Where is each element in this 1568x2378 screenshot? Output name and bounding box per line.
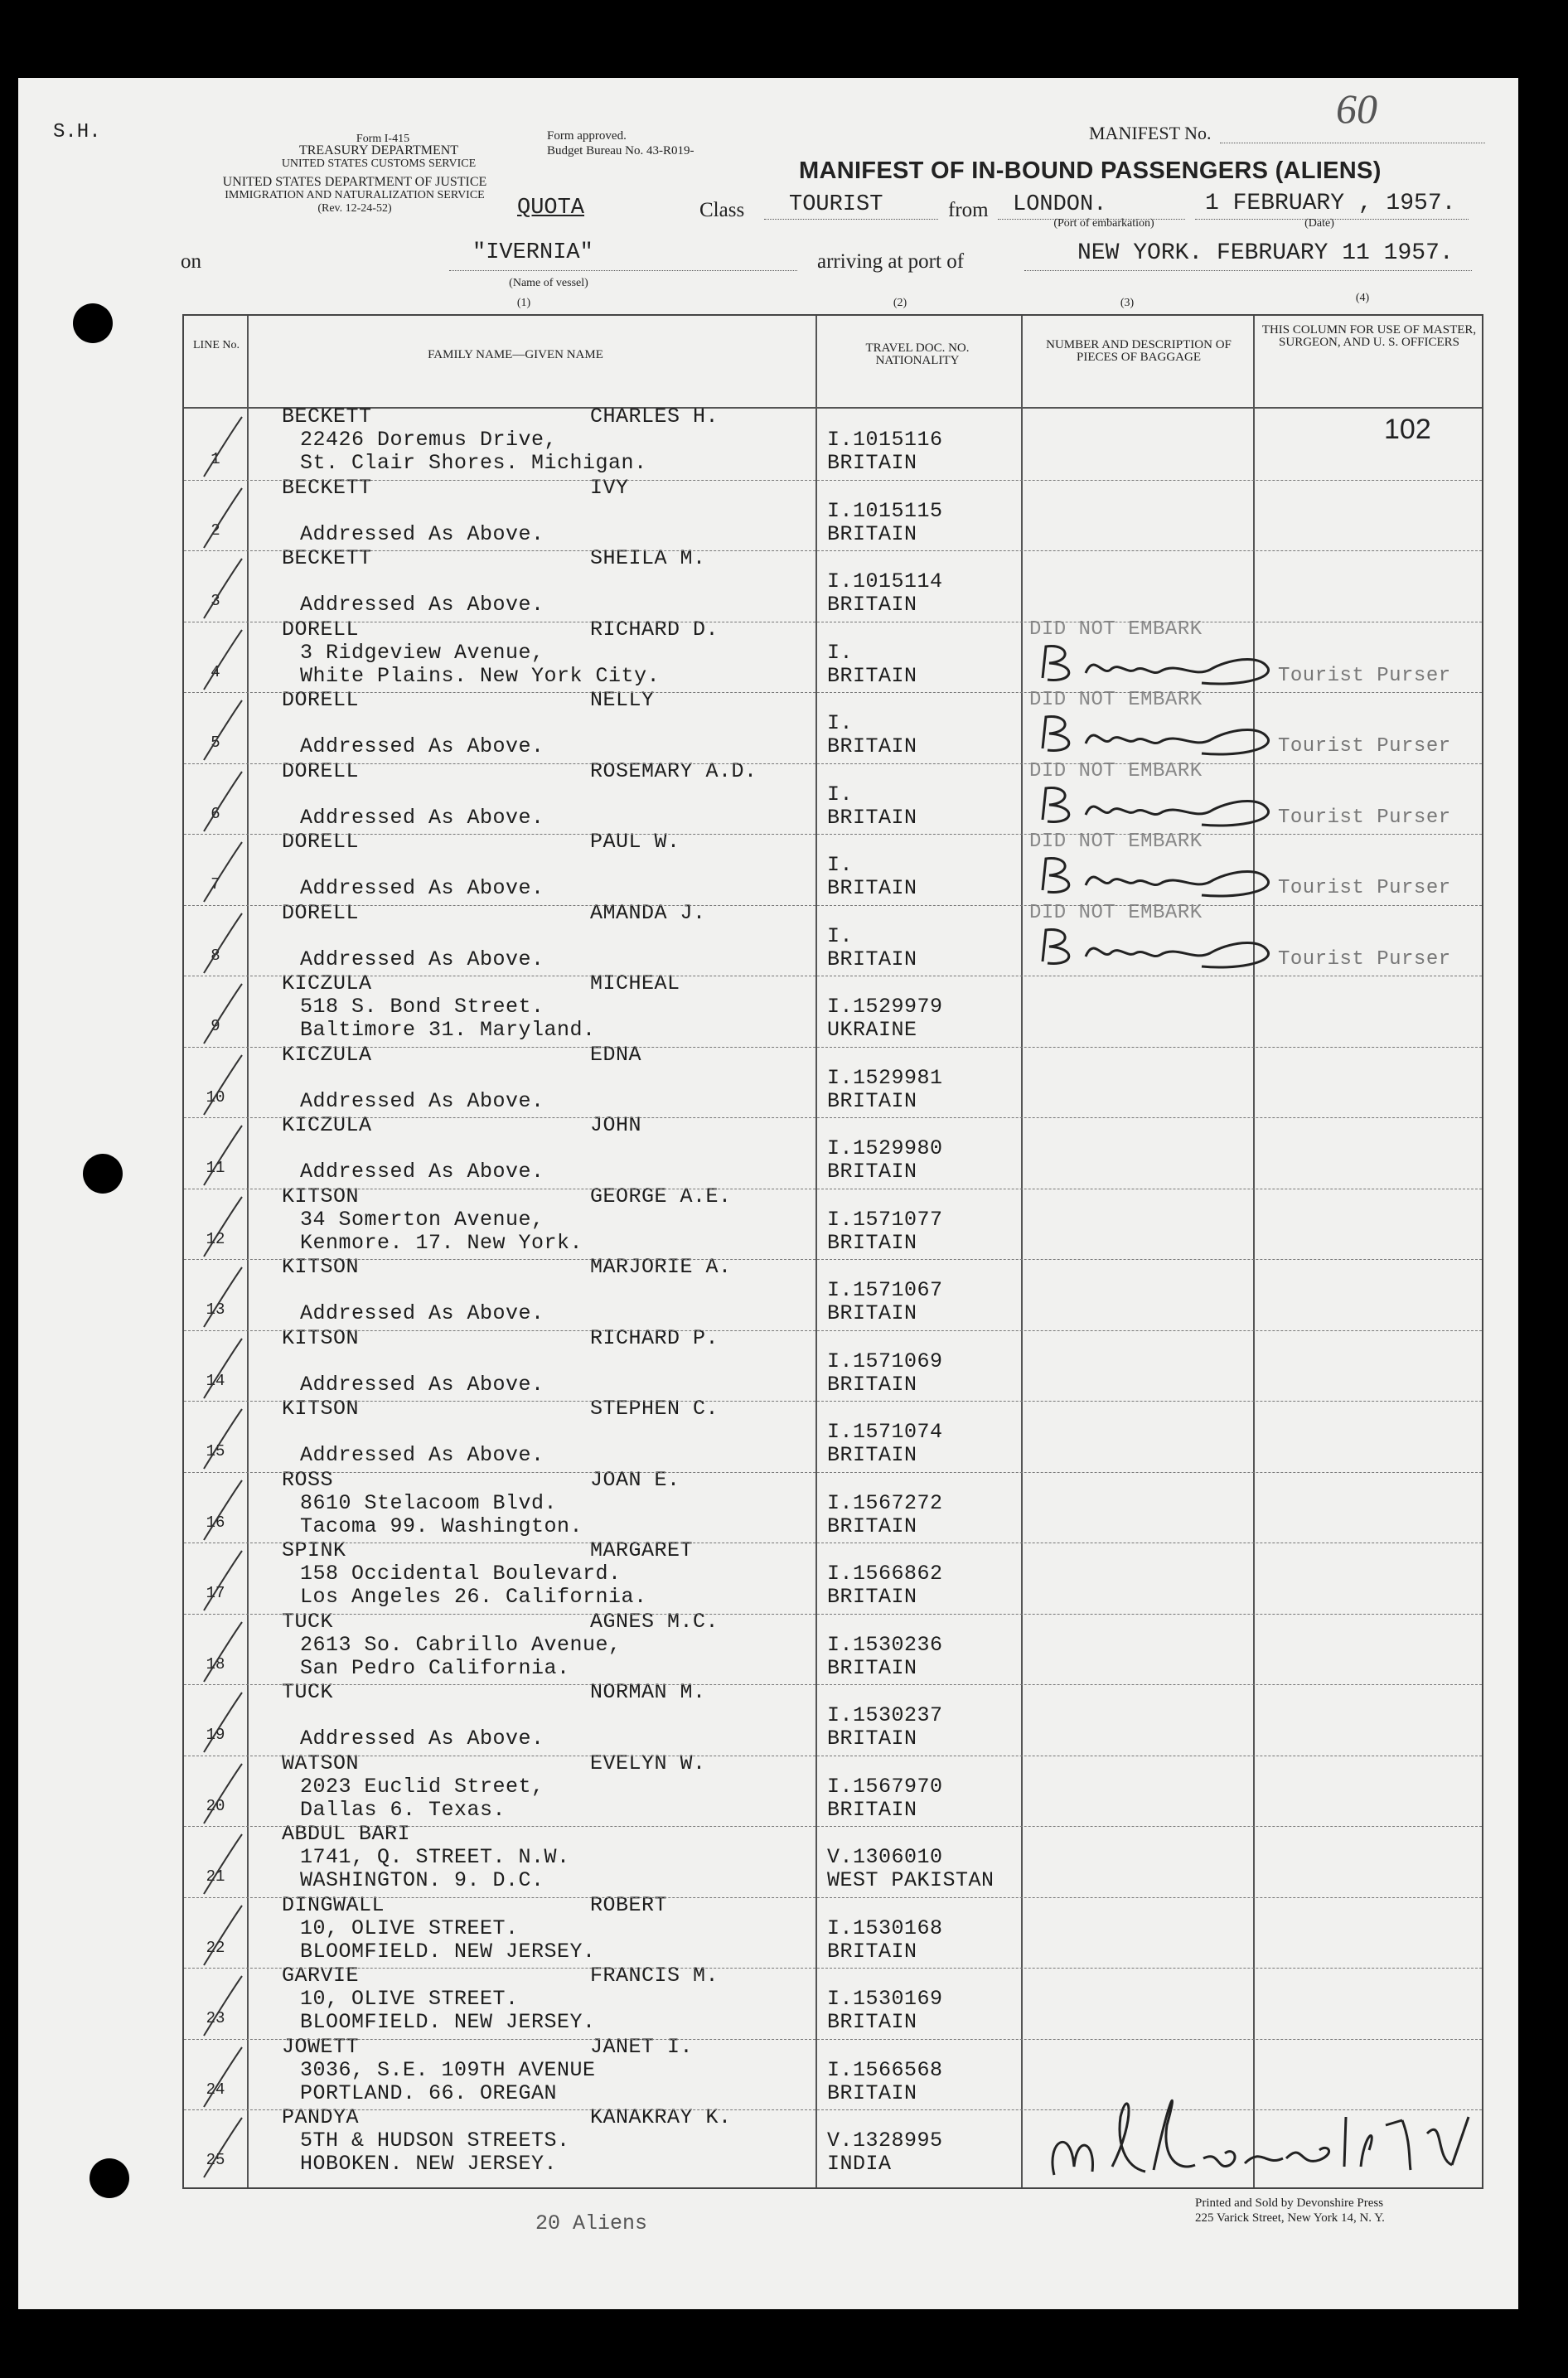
check-mark-icon bbox=[201, 1052, 250, 1118]
line-number: 17 bbox=[206, 1584, 225, 1602]
arrival-port-date: NEW YORK. FEBRUARY 11 1957. bbox=[1077, 240, 1454, 266]
check-mark-icon bbox=[201, 1902, 250, 1969]
port-of-embarkation: LONDON. bbox=[1013, 192, 1107, 217]
manifest-no-value: 60 bbox=[1336, 85, 1377, 132]
purser-stamp: Tourist Purser bbox=[1278, 664, 1451, 687]
table-row bbox=[184, 546, 1482, 622]
line-number: 4 bbox=[211, 662, 220, 681]
arrival-line bbox=[1024, 270, 1472, 271]
line-number: 21 bbox=[206, 1867, 225, 1886]
address-line-2: Addressed As Above. bbox=[300, 1301, 544, 1325]
family-name: TUCK bbox=[282, 1609, 334, 1634]
travel-doc-number: I.1015116 bbox=[827, 428, 943, 452]
purser-signature bbox=[1036, 778, 1285, 830]
given-name: NORMAN M. bbox=[590, 1680, 706, 1704]
address-line-2: BLOOMFIELD. NEW JERSEY. bbox=[300, 2010, 596, 2034]
purser-signature bbox=[1036, 707, 1285, 758]
sh-mark: S.H. bbox=[53, 121, 101, 143]
customs-service: UNITED STATES CUSTOMS SERVICE bbox=[281, 157, 477, 170]
travel-doc-number: I.1571077 bbox=[827, 1207, 943, 1232]
nationality: BRITAIN bbox=[827, 1372, 917, 1397]
family-name: PANDYA bbox=[282, 2105, 360, 2129]
table-row bbox=[184, 1467, 1482, 1543]
travel-doc-number: V.1306010 bbox=[827, 1845, 943, 1869]
table-row bbox=[184, 688, 1482, 763]
given-name: GEORGE A.E. bbox=[590, 1184, 732, 1208]
table-row bbox=[184, 1113, 1482, 1189]
table-row bbox=[184, 1397, 1482, 1472]
check-mark-icon bbox=[201, 485, 250, 551]
nationality: BRITAIN bbox=[827, 2080, 917, 2105]
col-header-travel-doc: TRAVEL DOC. NO. NATIONALITY bbox=[865, 341, 970, 367]
nationality: BRITAIN bbox=[827, 2010, 917, 2034]
purser-stamp: Tourist Purser bbox=[1278, 877, 1451, 899]
table-row bbox=[184, 1325, 1482, 1402]
line-number: 7 bbox=[211, 875, 220, 894]
address-line-1: 34 Somerton Avenue, bbox=[300, 1207, 544, 1232]
check-mark-icon bbox=[201, 1760, 250, 1827]
check-mark-icon bbox=[201, 697, 250, 763]
purser-signature bbox=[1036, 849, 1285, 900]
nationality: BRITAIN bbox=[827, 876, 917, 900]
address-line-2: WASHINGTON. 9. D.C. bbox=[300, 1868, 544, 1892]
vessel-name: "IVERNIA" bbox=[472, 240, 593, 265]
line-number: 9 bbox=[211, 1017, 220, 1035]
address-line-1: 5TH & HUDSON STREETS. bbox=[300, 2129, 570, 2153]
nationality: BRITAIN bbox=[827, 1797, 917, 1822]
travel-doc-number: I.1530169 bbox=[827, 1987, 943, 2011]
table-row bbox=[184, 830, 1482, 905]
address-line-1: 3036, S.E. 109TH AVENUE bbox=[300, 2057, 596, 2082]
address-line-2: BLOOMFIELD. NEW JERSEY. bbox=[300, 1939, 596, 1964]
line-number: 20 bbox=[206, 1796, 225, 1815]
family-name: SPINK bbox=[282, 1538, 346, 1562]
nationality: BRITAIN bbox=[827, 1939, 917, 1964]
class-label: Class bbox=[699, 199, 745, 221]
line-number: 19 bbox=[206, 1726, 225, 1744]
travel-doc-number: I.1529981 bbox=[827, 1065, 943, 1090]
travel-doc-number: I. bbox=[827, 711, 854, 735]
line-number: 8 bbox=[211, 946, 220, 965]
travel-doc-number: I.1529979 bbox=[827, 995, 943, 1019]
punch-hole-middle bbox=[83, 1154, 123, 1194]
table-row bbox=[184, 1609, 1482, 1685]
family-name: KICZULA bbox=[282, 971, 372, 995]
form-approved: Form approved. bbox=[547, 129, 627, 143]
table-row bbox=[184, 617, 1482, 693]
purser-signature bbox=[1036, 637, 1285, 688]
col-header-baggage: NUMBER AND DESCRIPTION OF PIECES OF BAGGAGE bbox=[1046, 338, 1232, 364]
nationality: BRITAIN bbox=[827, 1655, 917, 1680]
family-name: KICZULA bbox=[282, 1113, 372, 1137]
address-line-1: 1741, Q. STREET. N.W. bbox=[300, 1845, 570, 1869]
travel-doc-number: I. bbox=[827, 853, 854, 877]
check-mark-icon bbox=[201, 1689, 250, 1756]
travel-doc-number: V.1328995 bbox=[827, 2129, 943, 2153]
travel-doc-number: I.1566568 bbox=[827, 2057, 943, 2082]
manifest-title: MANIFEST OF IN-BOUND PASSENGERS (ALIENS) bbox=[799, 157, 1382, 184]
family-name: DORELL bbox=[282, 617, 360, 642]
address-line-2: Dallas 6. Texas. bbox=[300, 1797, 506, 1822]
given-name: MICHEAL bbox=[590, 971, 680, 995]
manifest-page bbox=[18, 78, 1518, 2309]
vessel-caption: (Name of vessel) bbox=[509, 277, 588, 289]
table-row bbox=[184, 1255, 1482, 1330]
given-name: JOAN E. bbox=[590, 1467, 680, 1492]
nationality: INDIA bbox=[827, 2152, 892, 2176]
table-row bbox=[184, 1964, 1482, 2039]
check-mark-icon bbox=[201, 627, 250, 693]
address-line-2: Addressed As Above. bbox=[300, 805, 544, 830]
given-name: PAUL W. bbox=[590, 830, 680, 854]
given-name: EVELYN W. bbox=[590, 1751, 706, 1775]
port-caption: (Port of embarkation) bbox=[1053, 217, 1154, 230]
line-number: 3 bbox=[211, 592, 220, 610]
immigration-service: IMMIGRATION AND NATURALIZATION SERVICE bbox=[225, 189, 485, 201]
travel-doc-number: I.1530237 bbox=[827, 1703, 943, 1727]
table-row bbox=[184, 1892, 1482, 1969]
address-line-2: Addressed As Above. bbox=[300, 593, 544, 617]
table-row bbox=[184, 900, 1482, 976]
line-number: 15 bbox=[206, 1442, 225, 1460]
travel-doc-number: I. bbox=[827, 782, 854, 806]
table-row bbox=[184, 1042, 1482, 1118]
col-num-1: (1) bbox=[516, 297, 531, 309]
col-header-officers: THIS COLUMN FOR USE OF MASTER, SURGEON, AND U. S. OFFICERS bbox=[1261, 323, 1477, 349]
punch-hole-bottom bbox=[90, 2158, 129, 2198]
address-line-1: 158 Occidental Boulevard. bbox=[300, 1562, 622, 1586]
table-row bbox=[184, 1184, 1482, 1260]
check-mark-icon bbox=[201, 1619, 250, 1685]
nationality: BRITAIN bbox=[827, 1443, 917, 1467]
travel-doc-number: I.1571067 bbox=[827, 1278, 943, 1302]
address-line-2: Addressed As Above. bbox=[300, 1372, 544, 1397]
line-number: 12 bbox=[206, 1229, 225, 1248]
did-not-embark-stamp: DID NOT EMBARK bbox=[1029, 831, 1203, 853]
given-name: JANET I. bbox=[590, 2034, 694, 2059]
did-not-embark-stamp: DID NOT EMBARK bbox=[1029, 618, 1203, 641]
line-number: 22 bbox=[206, 1938, 225, 1957]
given-name: MARGARET bbox=[590, 1538, 694, 1562]
nationality: BRITAIN bbox=[827, 593, 917, 617]
check-mark-icon bbox=[201, 1973, 250, 2039]
check-mark-icon bbox=[201, 555, 250, 622]
address-line-2: HOBOKEN. NEW JERSEY. bbox=[300, 2152, 558, 2176]
table-row bbox=[184, 971, 1482, 1047]
address-line-2: Addressed As Above. bbox=[300, 947, 544, 971]
arriving-label: arriving at port of bbox=[817, 250, 965, 273]
from-label: from bbox=[948, 199, 989, 221]
table-row bbox=[184, 1680, 1482, 1756]
given-name: MARJORIE A. bbox=[590, 1255, 732, 1279]
address-line-1: 518 S. Bond Street. bbox=[300, 995, 544, 1019]
given-name: KANAKRAY K. bbox=[590, 2105, 732, 2129]
table-row bbox=[184, 1538, 1482, 1614]
line-number: 6 bbox=[211, 804, 220, 823]
travel-doc-number: I.1571074 bbox=[827, 1420, 943, 1444]
check-mark-icon bbox=[201, 1831, 250, 1897]
printer-line-1: Printed and Sold by Devonshire Press bbox=[1195, 2196, 1384, 2210]
travel-doc-number: I.1015115 bbox=[827, 498, 943, 523]
nationality: BRITAIN bbox=[827, 521, 917, 546]
printer-line-2: 225 Varick Street, New York 14, N. Y. bbox=[1195, 2211, 1385, 2225]
purser-stamp: Tourist Purser bbox=[1278, 735, 1451, 758]
travel-doc-number: I.1530236 bbox=[827, 1632, 943, 1657]
address-line-1: 10, OLIVE STREET. bbox=[300, 1915, 519, 1940]
address-line-2: Addressed As Above. bbox=[300, 1160, 544, 1184]
travel-doc-number: I.1567272 bbox=[827, 1490, 943, 1515]
line-number: 11 bbox=[206, 1159, 225, 1177]
nationality: BRITAIN bbox=[827, 451, 917, 475]
given-name: CHARLES H. bbox=[590, 404, 719, 429]
on-label: on bbox=[181, 250, 201, 273]
address-line-2: Addressed As Above. bbox=[300, 1727, 544, 1751]
line-number: 24 bbox=[206, 2080, 225, 2099]
family-name: KITSON bbox=[282, 1255, 360, 1279]
address-line-1: 2613 So. Cabrillo Avenue, bbox=[300, 1632, 622, 1657]
family-name: DORELL bbox=[282, 830, 360, 854]
travel-doc-number: I.1529980 bbox=[827, 1136, 943, 1160]
did-not-embark-stamp: DID NOT EMBARK bbox=[1029, 689, 1203, 711]
col-header-name: FAMILY NAME—GIVEN NAME bbox=[428, 348, 603, 361]
nationality: BRITAIN bbox=[827, 1230, 917, 1255]
check-mark-icon bbox=[201, 1264, 250, 1330]
check-mark-icon bbox=[201, 910, 250, 976]
table-row bbox=[184, 1822, 1482, 1897]
family-name: DORELL bbox=[282, 900, 360, 925]
table-row bbox=[184, 475, 1482, 551]
family-name: WATSON bbox=[282, 1751, 360, 1775]
address-line-2: Baltimore 31. Maryland. bbox=[300, 1018, 596, 1042]
address-line-1: 22426 Doremus Drive, bbox=[300, 428, 558, 452]
given-name: AGNES M.C. bbox=[590, 1609, 719, 1634]
nationality: BRITAIN bbox=[827, 663, 917, 688]
family-name: KICZULA bbox=[282, 1042, 372, 1067]
check-mark-icon bbox=[201, 1547, 250, 1614]
travel-doc-number: I. bbox=[827, 923, 854, 948]
nationality: BRITAIN bbox=[827, 805, 917, 830]
nationality: BRITAIN bbox=[827, 1160, 917, 1184]
check-mark-icon bbox=[201, 1122, 250, 1189]
family-name: BECKETT bbox=[282, 546, 372, 570]
check-mark-icon bbox=[201, 1477, 250, 1543]
given-name: NELLY bbox=[590, 688, 655, 712]
check-mark-icon bbox=[201, 414, 250, 480]
aliens-count: 20 Aliens bbox=[535, 2211, 648, 2235]
check-mark-icon bbox=[201, 839, 250, 905]
given-name: RICHARD P. bbox=[590, 1325, 719, 1350]
form-number: Form I-415 bbox=[356, 133, 410, 145]
travel-doc-number: I. bbox=[827, 640, 854, 665]
budget-bureau: Budget Bureau No. 43-R019- bbox=[547, 144, 694, 157]
col-num-3: (3) bbox=[1120, 297, 1135, 309]
nationality: WEST PAKISTAN bbox=[827, 1868, 995, 1892]
passenger-table bbox=[182, 314, 1483, 2189]
purser-stamp: Tourist Purser bbox=[1278, 806, 1451, 829]
officer-note: 102 bbox=[1384, 414, 1431, 445]
line-number: 5 bbox=[211, 734, 220, 752]
nationality: BRITAIN bbox=[827, 1088, 917, 1113]
treasury-dept: TREASURY DEPARTMENT bbox=[298, 143, 459, 157]
line-number: 2 bbox=[211, 521, 220, 540]
col-header-line-no: LINE No. bbox=[193, 339, 240, 351]
quota-label: QUOTA bbox=[517, 196, 585, 220]
line-number: 18 bbox=[206, 1654, 225, 1673]
address-line-2: Addressed As Above. bbox=[300, 1443, 544, 1467]
family-name: DORELL bbox=[282, 758, 360, 783]
address-line-1: 10, OLIVE STREET. bbox=[300, 1987, 519, 2011]
given-name: ROBERT bbox=[590, 1892, 668, 1917]
purser-stamp: Tourist Purser bbox=[1278, 947, 1451, 971]
travel-doc-number: I.1567970 bbox=[827, 1774, 943, 1799]
line-number: 14 bbox=[206, 1371, 225, 1390]
given-name: IVY bbox=[590, 475, 629, 500]
family-name: DINGWALL bbox=[282, 1892, 385, 1917]
family-name: KITSON bbox=[282, 1325, 360, 1350]
nationality: BRITAIN bbox=[827, 1513, 917, 1538]
nationality: BRITAIN bbox=[827, 947, 917, 971]
manifest-no-label: MANIFEST No. bbox=[1089, 123, 1212, 143]
check-mark-icon bbox=[201, 2044, 250, 2110]
nationality: BRITAIN bbox=[827, 1585, 917, 1609]
address-line-1: 3 Ridgeview Avenue, bbox=[300, 640, 544, 665]
table-row bbox=[184, 1751, 1482, 1827]
line-number: 25 bbox=[206, 2151, 225, 2169]
given-name: ROSEMARY A.D. bbox=[590, 758, 757, 783]
address-line-2: Kenmore. 17. New York. bbox=[300, 1230, 583, 1255]
officer-signature bbox=[1038, 2067, 1502, 2200]
address-line-2: Addressed As Above. bbox=[300, 876, 544, 900]
address-line-2: Addressed As Above. bbox=[300, 521, 544, 546]
col-num-2: (2) bbox=[893, 297, 907, 309]
given-name: EDNA bbox=[590, 1042, 642, 1067]
address-line-1: 8610 Stelacoom Blvd. bbox=[300, 1490, 558, 1515]
given-name: RICHARD D. bbox=[590, 617, 719, 642]
given-name: SHEILA M. bbox=[590, 546, 706, 570]
family-name: KITSON bbox=[282, 1397, 360, 1421]
check-mark-icon bbox=[201, 1194, 250, 1260]
given-name: AMANDA J. bbox=[590, 900, 706, 925]
nationality: BRITAIN bbox=[827, 1301, 917, 1325]
travel-doc-number: I.1015114 bbox=[827, 569, 943, 593]
vessel-line bbox=[449, 270, 797, 271]
address-line-2: Tacoma 99. Washington. bbox=[300, 1513, 583, 1538]
line-number: 10 bbox=[206, 1087, 225, 1107]
family-name: BECKETT bbox=[282, 404, 372, 429]
revision: (Rev. 12-24-52) bbox=[317, 202, 392, 215]
table-row bbox=[184, 758, 1482, 835]
family-name: KITSON bbox=[282, 1184, 360, 1208]
embarkation-date: 1 FEBRUARY , 1957. bbox=[1205, 191, 1456, 216]
line-number: 1 bbox=[211, 450, 220, 468]
address-line-2: St. Clair Shores. Michigan. bbox=[300, 451, 647, 475]
check-mark-icon bbox=[201, 2114, 250, 2181]
class-line bbox=[764, 219, 938, 220]
purser-signature bbox=[1036, 920, 1285, 971]
nationality: UKRAINE bbox=[827, 1018, 917, 1042]
given-name: STEPHEN C. bbox=[590, 1397, 719, 1421]
family-name: BECKETT bbox=[282, 475, 372, 500]
address-line-2: Addressed As Above. bbox=[300, 734, 544, 758]
line-number: 16 bbox=[206, 1513, 225, 1532]
address-line-1: 2023 Euclid Street, bbox=[300, 1774, 544, 1799]
family-name: DORELL bbox=[282, 688, 360, 712]
table-row bbox=[184, 404, 1482, 480]
line-number: 23 bbox=[206, 2009, 225, 2027]
nationality: BRITAIN bbox=[827, 734, 917, 758]
family-name: TUCK bbox=[282, 1680, 334, 1704]
travel-doc-number: I.1530168 bbox=[827, 1915, 943, 1940]
travel-doc-number: I.1571069 bbox=[827, 1349, 943, 1373]
given-name: JOHN bbox=[590, 1113, 642, 1137]
family-name: ABDUL BARI bbox=[282, 1822, 411, 1846]
family-name: ROSS bbox=[282, 1467, 334, 1492]
family-name: JOWETT bbox=[282, 2034, 360, 2059]
line-number: 13 bbox=[206, 1300, 225, 1319]
check-mark-icon bbox=[201, 768, 250, 835]
col-num-4: (4) bbox=[1355, 292, 1370, 304]
check-mark-icon bbox=[201, 1406, 250, 1472]
address-line-2: San Pedro California. bbox=[300, 1655, 570, 1680]
nationality: BRITAIN bbox=[827, 1727, 917, 1751]
date-caption: (Date) bbox=[1304, 217, 1334, 230]
given-name: FRANCIS M. bbox=[590, 1964, 719, 1988]
did-not-embark-stamp: DID NOT EMBARK bbox=[1029, 901, 1203, 924]
address-line-2: Addressed As Above. bbox=[300, 1088, 544, 1113]
check-mark-icon bbox=[201, 1335, 250, 1402]
address-line-2: White Plains. New York City. bbox=[300, 663, 661, 688]
address-line-2: Los Angeles 26. California. bbox=[300, 1585, 647, 1609]
travel-doc-number: I.1566862 bbox=[827, 1562, 943, 1586]
class-value: TOURIST bbox=[789, 192, 883, 217]
check-mark-icon bbox=[201, 981, 250, 1047]
punch-hole-top bbox=[73, 303, 113, 343]
family-name: GARVIE bbox=[282, 1964, 360, 1988]
did-not-embark-stamp: DID NOT EMBARK bbox=[1029, 759, 1203, 782]
address-line-2: PORTLAND. 66. OREGAN bbox=[300, 2080, 558, 2105]
justice-dept: UNITED STATES DEPARTMENT OF JUSTICE bbox=[222, 175, 487, 189]
